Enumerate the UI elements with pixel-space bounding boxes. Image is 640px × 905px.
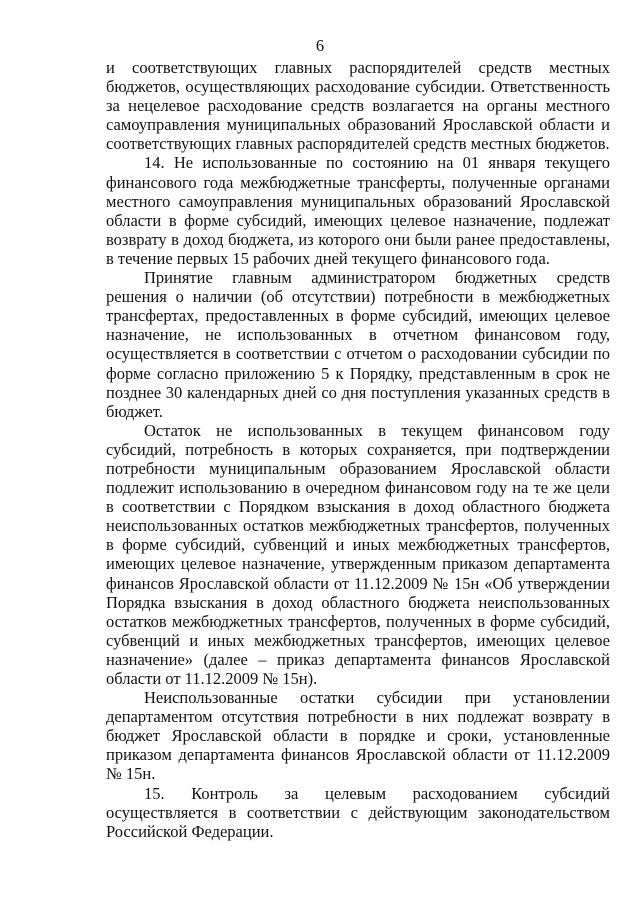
paragraph-continuation: и соответствующих главных распорядителей средств местных бюджетов, осуществляющих расходование субсидии. Ответственность за нецелевое расходование средств возлагается на органы местного самоуправления муниципальных образований Ярославской области и соответствующих главных распорядителей средств местных бюджетов. bbox=[106, 58, 610, 154]
paragraph-unused-remainder: Неиспользованные остатки субсидии при установлении департаментом отсутствия потребности в них подлежат возврату в бюджет Ярославской области в порядке и сроки, установленные приказом департамента финансов Ярославской области от 11.12.2009 № 15н. bbox=[106, 688, 610, 784]
paragraph-decision: Принятие главным администратором бюджетных средств решения о наличии (об отсутствии) потребности в межбюджетных трансфертах, предоставленных в форме субсидий, имеющих целевое назначение, не использованных в отчетном финансовом году, осуществляется в соответствии с отчетом о расходовании субсидии по форме согласно приложению 5 к Порядку, представленным в срок не позднее 30 календарных дней со дня поступления указанных средств в бюджет. bbox=[106, 268, 610, 421]
paragraph-remainder: Остаток не использованных в текущем финансовом году субсидий, потребность в которых сохраняется, при подтверждении потребности муниципальным образованием Ярославской области подлежит использованию в очередном финансовом году на те же цели в соответствии с Порядком взыскания в доход областного бюджета неиспользованных остатков межбюджетных трансфертов, полученных в форме субсидий, субвенций и иных межбюджетных трансфертов, имеющих целевое назначение, утвержденным приказом департамента финансов Ярославской области от 11.12.2009 № 15н «Об утверждении Порядка взыскания в доход областного бюджета неиспользованных остатков межбюджетных трансфертов, полученных в форме субсидий, субвенций и иных межбюджетных трансфертов, имеющих целевое назначение» (далее – приказ департамента финансов Ярославской области от 11.12.2009 № 15н). bbox=[106, 420, 610, 688]
paragraph-item-14: 14. Не использованные по состоянию на 01 января текущего финансового года межбюджетные трансферты, полученные органами местного самоуправления муниципальных образований Ярославской области в форме субсидий, имеющих целевое назначение, подлежат возврату в доход бюджета, из которого они были ранее предоставлены, в течение первых 15 рабочих дней текущего финансового года. bbox=[106, 153, 610, 268]
paragraph-item-15: 15. Контроль за целевым расходованием субсидий осуществляется в соответствии с действующим законодательством Российской Федерации. bbox=[106, 783, 610, 841]
page-number: 6 bbox=[315, 36, 325, 55]
document-body bbox=[106, 58, 610, 841]
